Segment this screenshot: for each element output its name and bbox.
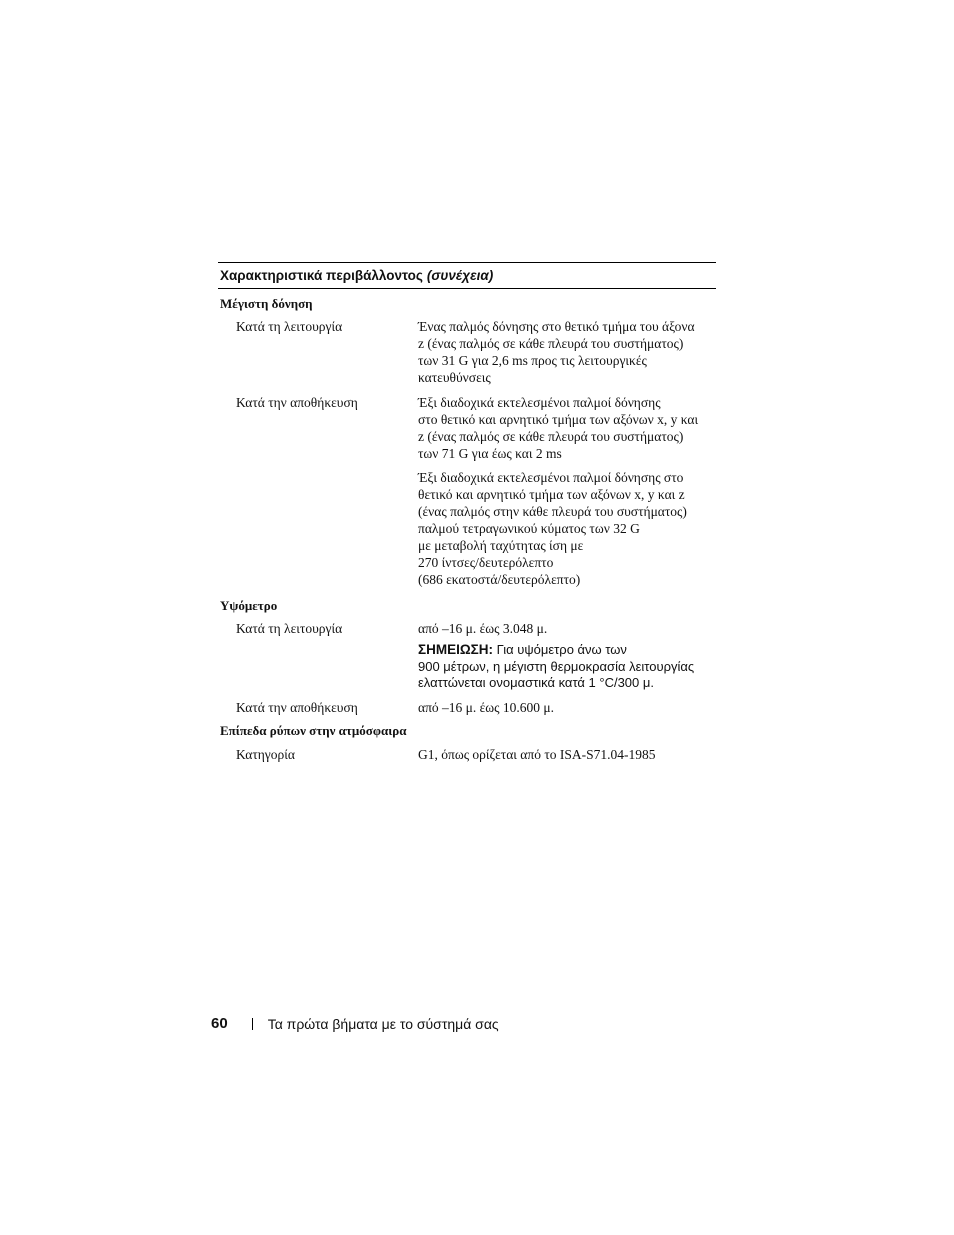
row-label: Κατηγορία bbox=[236, 746, 295, 762]
value-line: θετικό και αρνητικό τμήμα των αξόνων x, y και z bbox=[418, 487, 685, 502]
row-altitude-storage bbox=[218, 699, 716, 716]
value-line: Έξι διαδοχικά εκτελεσμένοι παλμοί δόνησης bbox=[418, 395, 661, 410]
table-title: Χαρακτηριστικά περιβάλλοντος bbox=[220, 268, 423, 283]
page-number: 60 bbox=[211, 1015, 228, 1032]
row-vibration-operating bbox=[218, 318, 716, 386]
row-vibration-storage bbox=[218, 394, 716, 588]
page-footer bbox=[211, 1015, 499, 1032]
row-label: Κατά τη λειτουργία bbox=[236, 621, 343, 636]
section-title-vibration: Μέγιστη δόνηση bbox=[220, 296, 313, 311]
row-value bbox=[418, 620, 716, 692]
value-line: Έξι διαδοχικά εκτελεσμένοι παλμοί δόνησης στο bbox=[418, 470, 684, 485]
note-label: ΣΗΜΕΙΩΣΗ: bbox=[418, 642, 494, 657]
footer-separator bbox=[252, 1018, 253, 1030]
value-line: των 31 G για 2,6 ms προς τις λειτουργικές bbox=[418, 353, 647, 368]
section-title-altitude: Υψόμετρο bbox=[220, 598, 278, 613]
chapter-title: Τα πρώτα βήματα με το σύστημά σας bbox=[267, 1015, 499, 1032]
value-line: στο θετικό και αρνητικό τμήμα των αξόνων x, y και bbox=[418, 412, 699, 427]
table-header bbox=[218, 262, 716, 289]
value-line: των 71 G για έως και 2 ms bbox=[418, 446, 562, 461]
value-line: από –16 μ. έως 3.048 μ. bbox=[418, 621, 548, 636]
row-value: G1, όπως ορίζεται από το ISA-S71.04-1985 bbox=[418, 746, 656, 762]
value-line: με μεταβολή ταχύτητας ίση με bbox=[418, 538, 584, 553]
value-line: κατευθύνσεις bbox=[418, 370, 491, 385]
value-line: παλμού τετραγωνικού κύματος των 32 G bbox=[418, 521, 640, 536]
row-value bbox=[418, 394, 716, 588]
note-text: Για υψόμετρο άνω των bbox=[496, 642, 627, 657]
row-altitude-operating bbox=[218, 620, 716, 692]
row-value bbox=[418, 318, 716, 386]
table-continued-note: (συνέχεια) bbox=[426, 268, 494, 283]
note-line: 900 μέτρων, η μέγιστη θερμοκρασία λειτουργίας bbox=[418, 658, 695, 674]
row-label: Κατά την αποθήκευση bbox=[236, 395, 358, 410]
row-value: από –16 μ. έως 10.600 μ. bbox=[418, 699, 555, 715]
value-line: 270 ίντσες/δευτερόλεπτο bbox=[418, 555, 554, 570]
value-line: z (ένας παλμός σε κάθε πλευρά του συστήματος) bbox=[418, 336, 684, 351]
value-line: z (ένας παλμός σε κάθε πλευρά του συστήματος) bbox=[418, 429, 684, 444]
environmental-specs-table bbox=[218, 262, 716, 763]
value-line: Ένας παλμός δόνησης στο θετικό τμήμα του άξονα bbox=[418, 319, 695, 334]
note-line: ελαττώνεται ονομαστικά κατά 1 °C/300 μ. bbox=[418, 675, 654, 690]
altitude-note bbox=[418, 642, 716, 692]
row-label: Κατά την αποθήκευση bbox=[236, 699, 358, 715]
value-line: (686 εκατοστά/δευτερόλεπτο) bbox=[418, 572, 581, 587]
note-first-line bbox=[418, 642, 716, 659]
row-contaminants-class bbox=[218, 746, 716, 763]
section-title-contaminants: Επίπεδα ρύπων στην ατμόσφαιρα bbox=[220, 722, 407, 738]
value-line: (ένας παλμός στην κάθε πλευρά του συστήματος) bbox=[418, 504, 687, 519]
row-label: Κατά τη λειτουργία bbox=[236, 319, 343, 334]
